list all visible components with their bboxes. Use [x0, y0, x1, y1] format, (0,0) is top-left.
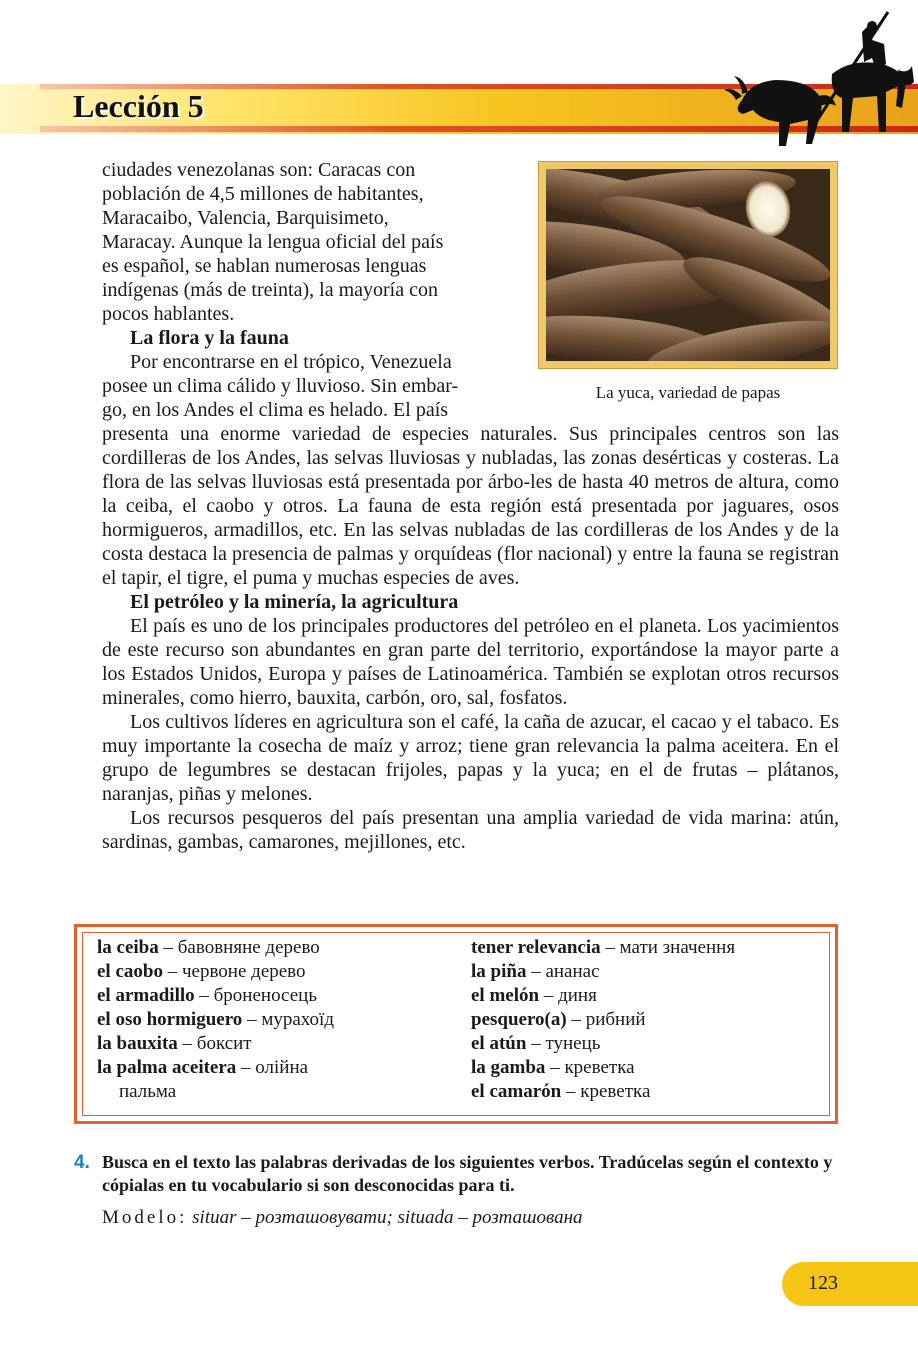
text-line: población de 4,5 millones de habitantes,	[102, 183, 424, 205]
vocab-entry: la gamba – креветка	[471, 1057, 635, 1078]
vocab-entry: pesquero(a) – рибний	[471, 1009, 646, 1030]
vocab-entry: el melón – диня	[471, 985, 597, 1006]
vocabulary-right-column	[471, 936, 735, 1104]
text-line: es español, se hablan numerosas lenguas	[102, 255, 427, 277]
vocab-entry-continuation: пальма	[119, 1081, 177, 1102]
lesson-title: Lección 5	[73, 88, 204, 124]
intro-column	[102, 158, 515, 422]
exercise-number: 4.	[74, 1152, 90, 1173]
vocab-entry: el armadillo – броненосець	[97, 985, 317, 1006]
text-line: Maracaibo, Valencia, Barquisimeto,	[102, 207, 389, 229]
text-line: indígenas (más de treinta), la mayoría con	[102, 279, 438, 301]
page-number: 123	[808, 1272, 838, 1294]
vocab-entry: el atún – тунець	[471, 1033, 601, 1054]
vocab-entry: el caobo – червоне дерево	[97, 961, 306, 982]
vocab-entry: la ceiba – бавовняне дерево	[97, 937, 320, 958]
vocab-entry: tener relevancia – мати значення	[471, 937, 736, 958]
vocab-entry: la palma aceitera – олійна	[97, 1057, 309, 1078]
model-text: situar – розташовувати; situada – розташована	[192, 1207, 583, 1228]
text-line: posee un clima cálido y lluvioso. Sin embar-	[102, 375, 459, 397]
text-line: go, en los Andes el clima es helado. El país	[102, 399, 449, 421]
yuca-photo	[546, 169, 830, 361]
text-line: ciudades venezolanas son: Caracas con	[102, 159, 416, 181]
vocab-entry: el oso hormiguero – мурахоїд	[97, 1009, 334, 1030]
main-text	[102, 422, 839, 854]
page-number-tab	[782, 1262, 918, 1306]
vocab-entry: el camarón – креветка	[471, 1081, 651, 1102]
paragraph-petroleo: El país es uno de los principales productores del petróleo en el planeta. Los yacimientos de este recurso son abundantes en gran parte del territorio, exportándose la mayor parte a los Estados Unidos, Europa y países de Latinoamérica. También se explotan otros recursos minerales, como hierro, bauxita, carbón, oro, sal, fosfatos.	[102, 615, 839, 709]
vocabulary-left-column	[97, 936, 334, 1104]
section-heading-flora: La flora y la fauna	[130, 327, 289, 349]
photo-caption: La yuca, variedad de papas	[595, 383, 781, 402]
model-label: Modelo:	[102, 1207, 188, 1228]
section-heading-petroleo: El petróleo y la minería, la agricultura	[130, 591, 459, 613]
vocab-entry: la piña – ананас	[471, 961, 600, 982]
paragraph-pesca: Los recursos pesqueros del país presentan una amplia variedad de vida marina: atún, sardinas, gambas, camarones, mejillones, etc.	[102, 807, 839, 853]
text-line: Por encontrarse en el trópico, Venezuela	[130, 351, 452, 373]
yuca-photo-frame	[538, 161, 838, 369]
exercise-instruction: Busca en el texto las palabras derivadas de los siguientes verbos. Tradúcelas según el contexto y cópialas en tu vocabulario si son desconocidas para ti.	[102, 1152, 833, 1195]
paragraph-flora: presenta una enorme variedad de especies naturales. Sus principales centros son las cordilleras de los Andes, las selvas lluviosas y nubladas, las zonas desérticas y costeras. La flora de las selvas lluviosas está presentada por árbo-les de hasta 40 metros de altura, como la ceiba, el caobo y otros. La fauna de esta región está presentada por jaguares, osos hormigueros, armadillos, etc. En las selvas nubladas de las cordilleras de los Andes y de la costa destaca la presencia de palmas y orquídeas (flor nacional) y entre la fauna se registran el tapir, el tigre, el puma y muchas especies de aves.	[102, 423, 839, 589]
text-line: pocos hablantes.	[102, 303, 235, 325]
vocab-entry: la bauxita – боксит	[97, 1033, 252, 1054]
text-line: Maracay. Aunque la lengua oficial del país	[102, 231, 444, 253]
model-example	[102, 1207, 583, 1229]
paragraph-agricultura: Los cultivos líderes en agricultura son el café, la caña de azucar, el cacao y el tabaco. Es muy importante la cosecha de maíz y arroz; tiene gran relevancia la palma aceitera. En el grupo de legumbres se destacan frijoles, papas y la yuca; en el de frutas – plátanos, naranjas, piñas y melones.	[102, 711, 839, 805]
don-quixote-bull-emblem	[712, 4, 918, 156]
